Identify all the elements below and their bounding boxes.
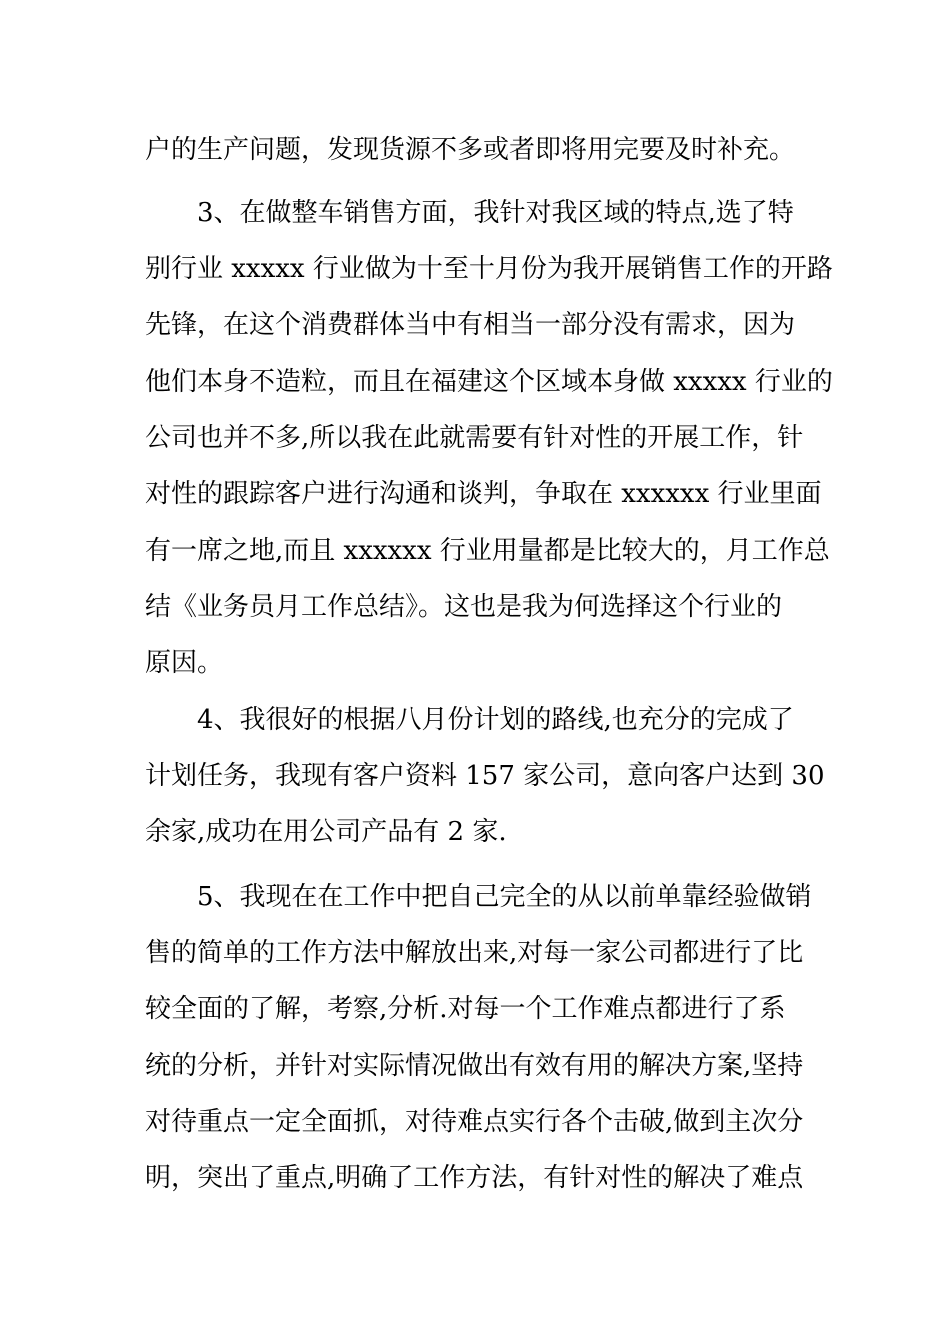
paragraph-3-start: 3、在做整车销售方面，我针对我区域的特点,选了特 bbox=[197, 198, 794, 228]
text-line: 公司也并不多,所以我在此就需要有针对性的开展工作，针 bbox=[145, 423, 804, 453]
text-line: 售的简单的工作方法中解放出来,对每一家公司都进行了比 bbox=[145, 938, 804, 968]
text-line: 统的分析，并针对实际情况做出有效有用的解决方案,坚持 bbox=[145, 1051, 804, 1081]
text-line: 有一席之地,而且 xxxxxx 行业用量都是比较大的，月工作总 bbox=[145, 536, 830, 566]
text-line: 余家,成功在用公司产品有 2 家. bbox=[145, 817, 507, 847]
text-line: 结《业务员月工作总结》。这也是我为何选择这个行业的 bbox=[145, 592, 783, 622]
text-line: 计划任务，我现有客户资料 157 家公司，意向客户达到 30 bbox=[145, 761, 825, 791]
text-line: 别行业 xxxxx 行业做为十至十月份为我开展销售工作的开路 bbox=[145, 254, 833, 284]
text-line: 原因。 bbox=[145, 648, 224, 678]
text-line: 明，突出了重点,明确了工作方法，有针对性的解决了难点 bbox=[145, 1163, 804, 1193]
text-line: 对性的跟踪客户进行沟通和谈判，争取在 xxxxxx 行业里面 bbox=[145, 479, 822, 509]
text-line: 先锋，在这个消费群体当中有相当一部分没有需求，因为 bbox=[145, 310, 796, 340]
paragraph-5-start: 5、我现在在工作中把自己完全的从以前单靠经验做销 bbox=[197, 882, 812, 912]
text-line: 户的生产问题，发现货源不多或者即将用完要及时补充。 bbox=[145, 135, 796, 165]
text-line: 他们本身不造粒，而且在福建这个区域本身做 xxxxx 行业的 bbox=[145, 367, 833, 397]
text-line: 较全面的了解，考察,分析.对每一个工作难点都进行了系 bbox=[145, 994, 786, 1024]
paragraph-4-start: 4、我很好的根据八月份计划的路线,也充分的完成了 bbox=[197, 705, 794, 735]
text-line: 对待重点一定全面抓，对待难点实行各个击破,做到主次分 bbox=[145, 1107, 804, 1137]
